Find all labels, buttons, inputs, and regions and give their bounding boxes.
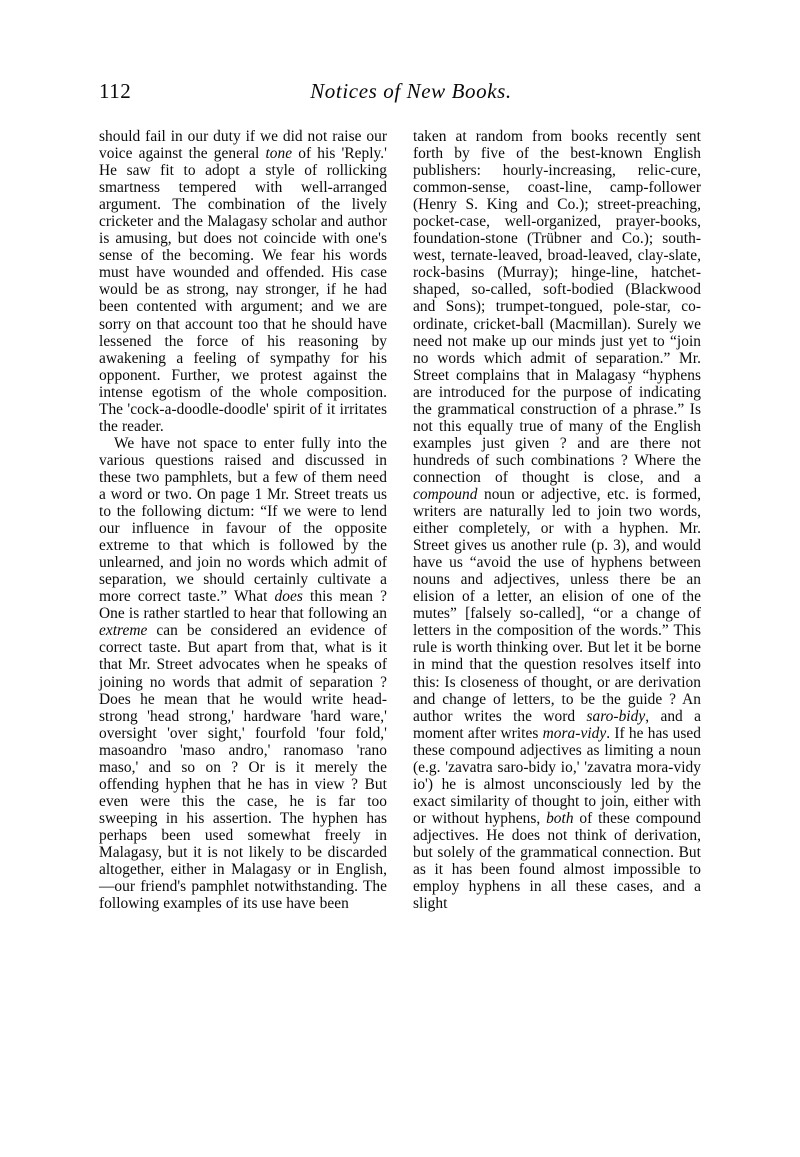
paragraph — [413, 128, 701, 912]
emphasis-text: tone — [265, 145, 293, 163]
emphasis-text: both — [546, 809, 574, 827]
body-text-run: We have not space to enter fully into the various questions raised and discussed in these two pamphlets, but a few of them need a word or two. On page 1 Mr. Street treats us to the following dictum: “If we were to lend our influence in favour of the opposite extreme to that which is followed by the unlearned, and join no words which admit of separation, we should certainly cultivate a more correct taste.” What — [99, 434, 387, 606]
body-text-run: noun or adjective, etc. is formed, writers are naturally led to join two words, either completely, or with a hyphen. Mr. Street gives us another rule (p. 3), and would have us “avoid the use of hyphens between nouns and adjectives, unless there be an elision of a letter, an elision of one of the mutes” [falsely so-called], “or a change of letters in the composition of the words.” This rule is worth thinking over. But let it be borne in mind that the question resolves itself into this: Is closeness of thought, or are derivation and change of letters, to be the guide ? An author writes the word — [413, 485, 701, 725]
page-number: 112 — [99, 79, 132, 103]
column-left — [99, 128, 387, 912]
emphasis-text: saro-bidy — [586, 707, 646, 725]
column-right — [413, 128, 701, 912]
emphasis-text: does — [274, 588, 303, 606]
paragraph — [99, 435, 387, 912]
body-text-run: this mean ? One is rather startled to hear that following an — [99, 588, 387, 623]
body-text-run: of his 'Reply.' He saw fit to adopt a style of rollicking smartness tempered with well-arranged argument. The combination of the lively cricketer and the Malagasy scholar and author is amusing, but does not coincide with one's sense of the becoming. We fear his words must have wounded and offended. His case would be as strong, nay stronger, if he had been contented with argument; and we are sorry on that account too that he should have lessened the force of his reasoning by awakening a feeling of sympathy for his opponent. Further, we protest against the intense egotism of the whole composition. The 'cock-a-doodle-doodle' spirit of it irritates the reader. — [99, 145, 387, 435]
running-head — [99, 78, 701, 104]
paragraph — [99, 128, 387, 435]
body-text-run: of these compound adjectives. He does not think of derivation, but solely of the grammatical connection. But as it has been found almost impossible to employ hyphens in all these cases, and a slight — [413, 809, 701, 913]
emphasis-text: mora-vidy — [542, 724, 607, 742]
body-text-run: can be considered an evidence of correct taste. But apart from that, what is it that Mr. Street advocates when he speaks of joining no words that admit of separation ? Does he mean that he would write head-strong 'head strong,' hardware 'hard ware,' oversight 'over sight,' fourfold 'four fold,' masoandro 'maso andro,' ranomaso 'rano maso,' and so on ? Or is it merely the offending hyphen that he has in view ? But even were this the case, he is far too sweeping in his assertion. The hyphen has perhaps been used somewhat freely in Malagasy, but it is not likely to be discarded altogether, either in Malagasy or in English,—our friend's pamphlet notwithstanding. The following examples of its use have been — [99, 622, 387, 913]
body-text-run: , and a moment after writes — [413, 707, 701, 742]
emphasis-text: compound — [413, 485, 478, 503]
body-text-run: taken at random from books recently sent forth by five of the best-known English publishers: hourly-increasing, relic-cure, common-sense, coast-line, camp-follower (Henry S. King and Co.); street-preaching, pocket-case, well-organized, prayer-books, foundation-stone (Trübner and Co.); south-west, ternate-leaved, broad-leaved, clay-slate, rock-basins (Murray); hinge-line, hatchet-shaped, so-called, soft-bodied (Blackwood and Sons); trumpet-tongued, pole-star, co-ordinate, cricket-ball (Macmillan). Surely we need not make up our minds just yet to “join no words which admit of separation.” Mr. Street complains that in Malagasy “hyphens are introduced for the purpose of indicating the grammatical construction of a phrase.” Is not this equally true of many of the English examples just given ? and are there not hundreds of such combinations ? Where the connection of thought is close, and a — [413, 128, 701, 486]
body-text — [99, 128, 701, 1063]
emphasis-text: extreme — [99, 622, 148, 640]
body-text-run: . If he has used these compound adjectives as limiting a noun (e.g. 'zavatra saro-bidy io,' 'zavatra mora-vidy io') he is almost unconsciously led by the exact similarity of thought to join, either with or without hyphens, — [413, 724, 702, 827]
running-title: Notices of New Books. — [310, 79, 512, 103]
body-text-run: should fail in our duty if we did not raise our voice against the general — [99, 128, 387, 163]
